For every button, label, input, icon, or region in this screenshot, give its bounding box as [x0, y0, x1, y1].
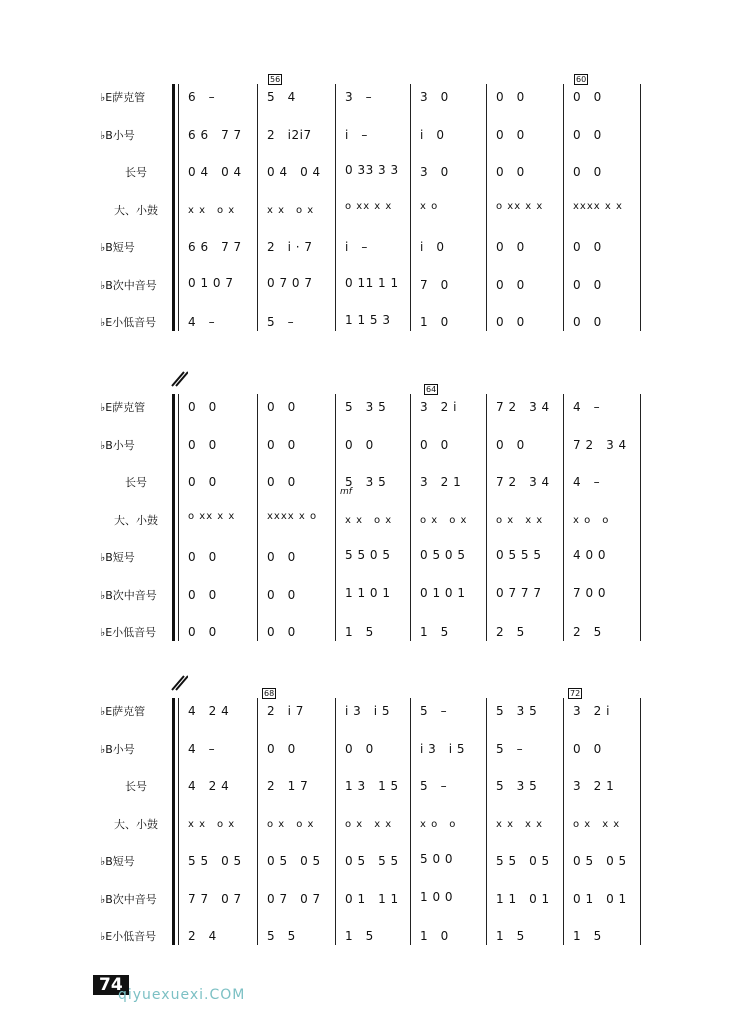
measure-notation: i 0	[420, 127, 445, 142]
measure-notation: 0 1 0 1	[420, 585, 466, 600]
measure-notation: 2 1 7	[267, 779, 309, 793]
measure-notation: 3 0	[420, 90, 449, 104]
measure-notation: 5 3 5	[496, 704, 538, 718]
measure-notation: 0 0	[573, 277, 602, 292]
dynamic-marking: mf	[340, 487, 352, 497]
barline	[257, 394, 258, 641]
measure-notation: 0 0	[496, 437, 525, 452]
measure-notation: 0 1 1 1	[345, 891, 399, 906]
measure-notation: 0 0	[496, 315, 525, 329]
measure-notation: 2 5	[573, 625, 602, 639]
measure-notation: 4 –	[188, 315, 216, 329]
measure-notation: x x x x	[496, 818, 544, 830]
barline	[410, 698, 411, 945]
measure-notation: x x o x	[188, 204, 236, 216]
measure-notation: 4 2 4	[188, 704, 230, 718]
instrument-label: 大、小鼓	[114, 513, 158, 527]
measure-notation: x o o	[573, 514, 610, 526]
system-break-icon	[170, 672, 188, 692]
measure-notation: 0 0	[420, 437, 449, 452]
barline	[563, 394, 564, 641]
instrument-label: ♭B短号	[100, 241, 135, 254]
measure-notation: 0 0	[267, 400, 296, 414]
measure-notation: 0 5 0 5	[573, 854, 627, 868]
barline	[640, 698, 641, 945]
measure-notation: 4 –	[573, 400, 601, 414]
measure-notation: 0 0	[573, 240, 602, 254]
measure-notation: 0 7 0 7	[267, 275, 313, 290]
instrument-label: ♭B短号	[100, 855, 135, 868]
measure-notation: 1 5	[573, 929, 602, 943]
measure-notation: 0 33 3 3	[345, 163, 399, 177]
measure-notation: o x x x	[345, 818, 393, 830]
instrument-label: 大、小鼓	[114, 817, 158, 831]
measure-notation: 0 0	[267, 437, 296, 452]
measure-notation: 5 5 0 5	[345, 548, 391, 562]
measure-notation: 0 7 0 7	[267, 891, 321, 906]
measure-notation: 1 5	[420, 625, 449, 639]
barline	[486, 394, 487, 641]
measure-notation: 0 0	[573, 165, 602, 179]
system-break-icon	[170, 368, 188, 388]
measure-notation: 4 –	[573, 475, 601, 489]
measure-notation: 7 0 0	[573, 585, 607, 600]
measure-notation: xxxx x x	[573, 200, 623, 212]
measure-notation: 3 –	[345, 90, 373, 104]
measure-notation: o xx x x	[188, 510, 236, 522]
measure-notation: o xx x x	[345, 200, 393, 212]
measure-notation: 7 2 3 4	[573, 437, 627, 452]
measure-notation: 2 i 7	[267, 704, 304, 718]
instrument-label: 长号	[125, 166, 147, 179]
measure-notation: 0 0	[345, 741, 374, 756]
barline	[178, 84, 179, 331]
measure-notation: i 3 i 5	[420, 741, 466, 756]
instrument-label: ♭B小号	[100, 438, 135, 452]
system-bracket	[172, 394, 175, 641]
instrument-label: ♭B小号	[100, 742, 135, 756]
barline	[178, 394, 179, 641]
measure-notation: 0 0	[188, 587, 217, 602]
barline	[335, 84, 336, 331]
measure-notation: 4 2 4	[188, 779, 230, 793]
measure-notation: 0 0	[496, 277, 525, 292]
measure-notation: 2 i · 7	[267, 240, 313, 254]
measure-notation: 0 0	[267, 741, 296, 756]
measure-notation: 4 –	[188, 741, 216, 756]
measure-notation: x x o x	[188, 818, 236, 830]
rehearsal-mark: 60	[576, 75, 587, 84]
measure-notation: 1 0	[420, 315, 449, 329]
measure-notation: 0 0	[267, 625, 296, 639]
measure-notation: 1 1 0 1	[496, 891, 550, 906]
measure-notation: 1 5	[345, 929, 374, 943]
measure-notation: 7 0	[420, 277, 449, 292]
measure-notation: o x o x	[267, 818, 315, 830]
measure-notation: 0 5 0 5	[267, 854, 321, 868]
instrument-label: ♭E小低音号	[100, 930, 157, 943]
measure-notation: 5 5	[267, 929, 296, 943]
measure-notation: 0 11 1 1	[345, 275, 399, 290]
barline	[563, 84, 564, 331]
measure-notation: 1 5	[496, 929, 525, 943]
measure-notation: o x o x	[420, 514, 468, 526]
barline	[257, 698, 258, 945]
instrument-label: ♭B短号	[100, 551, 135, 564]
measure-notation: 0 0	[496, 240, 525, 254]
measure-notation: 0 0	[573, 127, 602, 142]
instrument-label: 长号	[125, 780, 147, 793]
measure-notation: i 3 i 5	[345, 704, 391, 718]
instrument-label: 长号	[125, 476, 147, 489]
measure-notation: 0 0	[267, 550, 296, 564]
instrument-label: ♭B次中音号	[100, 588, 157, 602]
measure-notation: 2 5	[496, 625, 525, 639]
measure-notation: 0 1 0 7	[188, 275, 234, 290]
measure-notation: 5 –	[420, 704, 448, 718]
instrument-label: ♭E萨克管	[100, 401, 146, 414]
instrument-label: 大、小鼓	[114, 203, 158, 217]
measure-notation: o xx x x	[496, 200, 544, 212]
barline	[563, 698, 564, 945]
measure-notation: 1 3 1 5	[345, 779, 399, 793]
barline	[410, 394, 411, 641]
measure-notation: o x x x	[573, 818, 621, 830]
measure-notation: 2 4	[188, 929, 217, 943]
measure-notation: 5 5 0 5	[496, 854, 550, 868]
measure-notation: 7 2 3 4	[496, 475, 550, 489]
measure-notation: x o	[420, 200, 439, 212]
barline	[410, 84, 411, 331]
measure-notation: 0 5 5 5	[496, 548, 542, 562]
measure-notation: 0 0	[573, 315, 602, 329]
measure-notation: 0 7 7 7	[496, 585, 542, 600]
measure-notation: 5 –	[496, 741, 524, 756]
measure-notation: 5 5 0 5	[188, 854, 242, 868]
measure-notation: 5 –	[420, 779, 448, 793]
measure-notation: 6 6 7 7	[188, 240, 242, 254]
measure-notation: 5 3 5	[345, 475, 387, 489]
measure-notation: i –	[345, 127, 368, 142]
measure-notation: 5 3 5	[345, 400, 387, 414]
watermark: qiyuexuexi.COM	[118, 987, 246, 1003]
measure-notation: 1 5	[345, 625, 374, 639]
measure-notation: 0 4 0 4	[188, 165, 242, 179]
rehearsal-mark: 64	[426, 385, 437, 394]
barline	[640, 84, 641, 331]
measure-notation: x o o	[420, 818, 457, 830]
measure-notation: 5 0 0	[420, 852, 454, 866]
instrument-label: ♭E萨克管	[100, 705, 146, 718]
instrument-label: ♭B次中音号	[100, 892, 157, 906]
measure-notation: 0 1 0 1	[573, 891, 627, 906]
measure-notation: 0 0	[188, 625, 217, 639]
instrument-label: ♭E小低音号	[100, 626, 157, 639]
measure-notation: 0 0	[573, 90, 602, 104]
measure-notation: 0 0	[496, 90, 525, 104]
measure-notation: i –	[345, 240, 368, 254]
measure-notation: x x o x	[345, 514, 393, 526]
measure-notation: 3 2 1	[420, 475, 462, 489]
measure-notation: 5 3 5	[496, 779, 538, 793]
measure-notation: 0 0	[188, 475, 217, 489]
barline	[335, 394, 336, 641]
measure-notation: 0 0	[188, 437, 217, 452]
barline	[335, 698, 336, 945]
measure-notation: 0 0	[496, 165, 525, 179]
barline	[640, 394, 641, 641]
measure-notation: i 0	[420, 240, 445, 254]
measure-notation: 5 –	[267, 315, 295, 329]
measure-notation: 1 1 0 1	[345, 585, 391, 600]
measure-notation: 0 0	[267, 587, 296, 602]
measure-notation: o x x x	[496, 514, 544, 526]
measure-notation: 1 1 5 3	[345, 313, 391, 327]
page-number: 74	[93, 975, 129, 995]
measure-notation: 3 2 i	[420, 400, 457, 414]
measure-notation: 1 0	[420, 929, 449, 943]
measure-notation: 4 0 0	[573, 548, 607, 562]
barline	[178, 698, 179, 945]
measure-notation: 2 i2i7	[267, 127, 312, 142]
measure-notation: 0 0	[496, 127, 525, 142]
rehearsal-mark: 72	[570, 689, 581, 698]
rehearsal-mark: 68	[264, 689, 275, 698]
measure-notation: 0 5 5 5	[345, 854, 399, 868]
measure-notation: 0 0	[267, 475, 296, 489]
measure-notation: 0 4 0 4	[267, 165, 321, 179]
measure-notation: xxxx x o	[267, 510, 318, 522]
measure-notation: 7 2 3 4	[496, 400, 550, 414]
measure-notation: 0 0	[573, 741, 602, 756]
measure-notation: 5 4	[267, 90, 296, 104]
barline	[486, 698, 487, 945]
rehearsal-mark: 56	[270, 75, 281, 84]
instrument-label: ♭E萨克管	[100, 91, 146, 104]
measure-notation: 0 0	[188, 400, 217, 414]
instrument-label: ♭E小低音号	[100, 316, 157, 329]
measure-notation: 0 5 0 5	[420, 548, 466, 562]
system-bracket	[172, 698, 175, 945]
barline	[486, 84, 487, 331]
measure-notation: 3 0	[420, 165, 449, 179]
instrument-label: ♭B次中音号	[100, 278, 157, 292]
measure-notation: 0 0	[345, 437, 374, 452]
measure-notation: x x o x	[267, 204, 315, 216]
measure-notation: 3 2 i	[573, 704, 610, 718]
measure-notation: 6 6 7 7	[188, 127, 242, 142]
barline	[257, 84, 258, 331]
instrument-label: ♭B小号	[100, 128, 135, 142]
measure-notation: 7 7 0 7	[188, 891, 242, 906]
measure-notation: 0 0	[188, 550, 217, 564]
measure-notation: 1 0 0	[420, 889, 454, 904]
measure-notation: 6 –	[188, 90, 216, 104]
system-bracket	[172, 84, 175, 331]
measure-notation: 3 2 1	[573, 779, 615, 793]
